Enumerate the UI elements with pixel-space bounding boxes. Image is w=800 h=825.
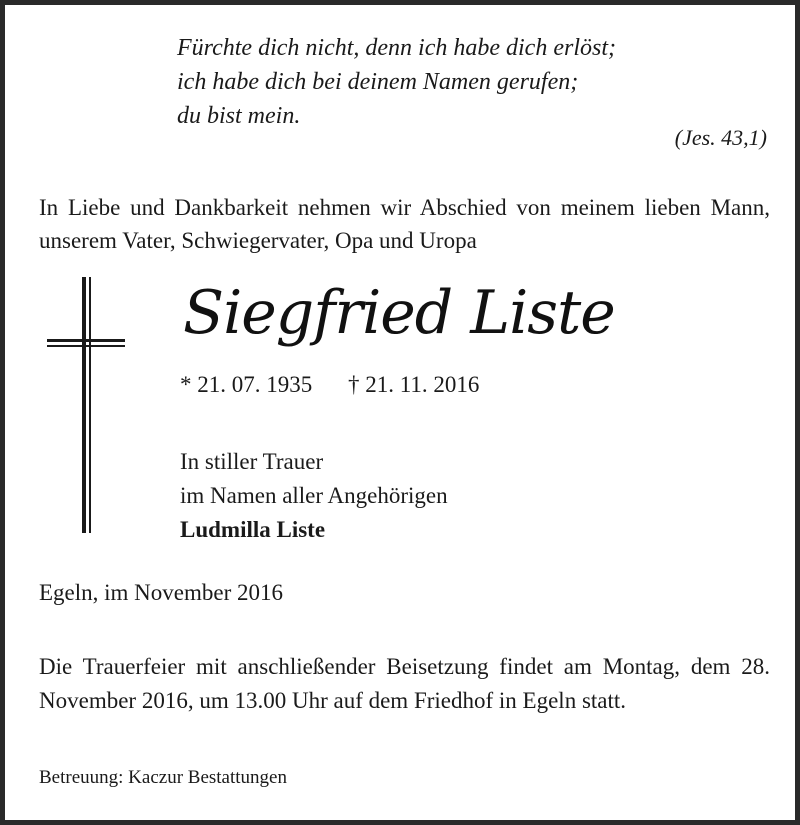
mourning-line-2: im Namen aller Angehörigen	[180, 483, 448, 508]
verse-reference: (Jes. 43,1)	[674, 125, 767, 150]
funeral-home: Betreuung: Kaczur Bestattungen	[39, 767, 287, 788]
birth-date: * 21. 07. 1935	[180, 372, 313, 397]
life-dates	[180, 372, 479, 398]
mourning-line-1: In stiller Trauer	[180, 449, 324, 474]
service-details: Die Trauerfeier mit anschließender Beisetzung findet am Montag, dem 28. November 2016, um 13.00 Uhr auf dem Friedhof in Egeln statt.	[39, 654, 770, 713]
verse-line-1: Fürchte dich nicht, denn ich habe dich erlöst;	[177, 35, 616, 61]
place-date: Egeln, im November 2016	[39, 580, 284, 605]
mourning-block	[180, 445, 448, 547]
cross-icon	[45, 277, 129, 540]
verse-line-3: du bist mein.	[177, 103, 301, 129]
bible-verse	[177, 31, 777, 133]
deceased-name: Siegfried Liste	[183, 278, 615, 348]
intro-text: In Liebe und Dankbarkeit nehmen wir Abschied von meinem lieben Mann, unserem Vater, Schwiegervater, Opa und Uropa	[39, 195, 770, 253]
verse-line-2: ich habe dich bei deinem Namen gerufen;	[177, 69, 579, 95]
death-date: † 21. 11. 2016	[348, 372, 480, 397]
signer-name: Ludmilla Liste	[180, 517, 326, 542]
